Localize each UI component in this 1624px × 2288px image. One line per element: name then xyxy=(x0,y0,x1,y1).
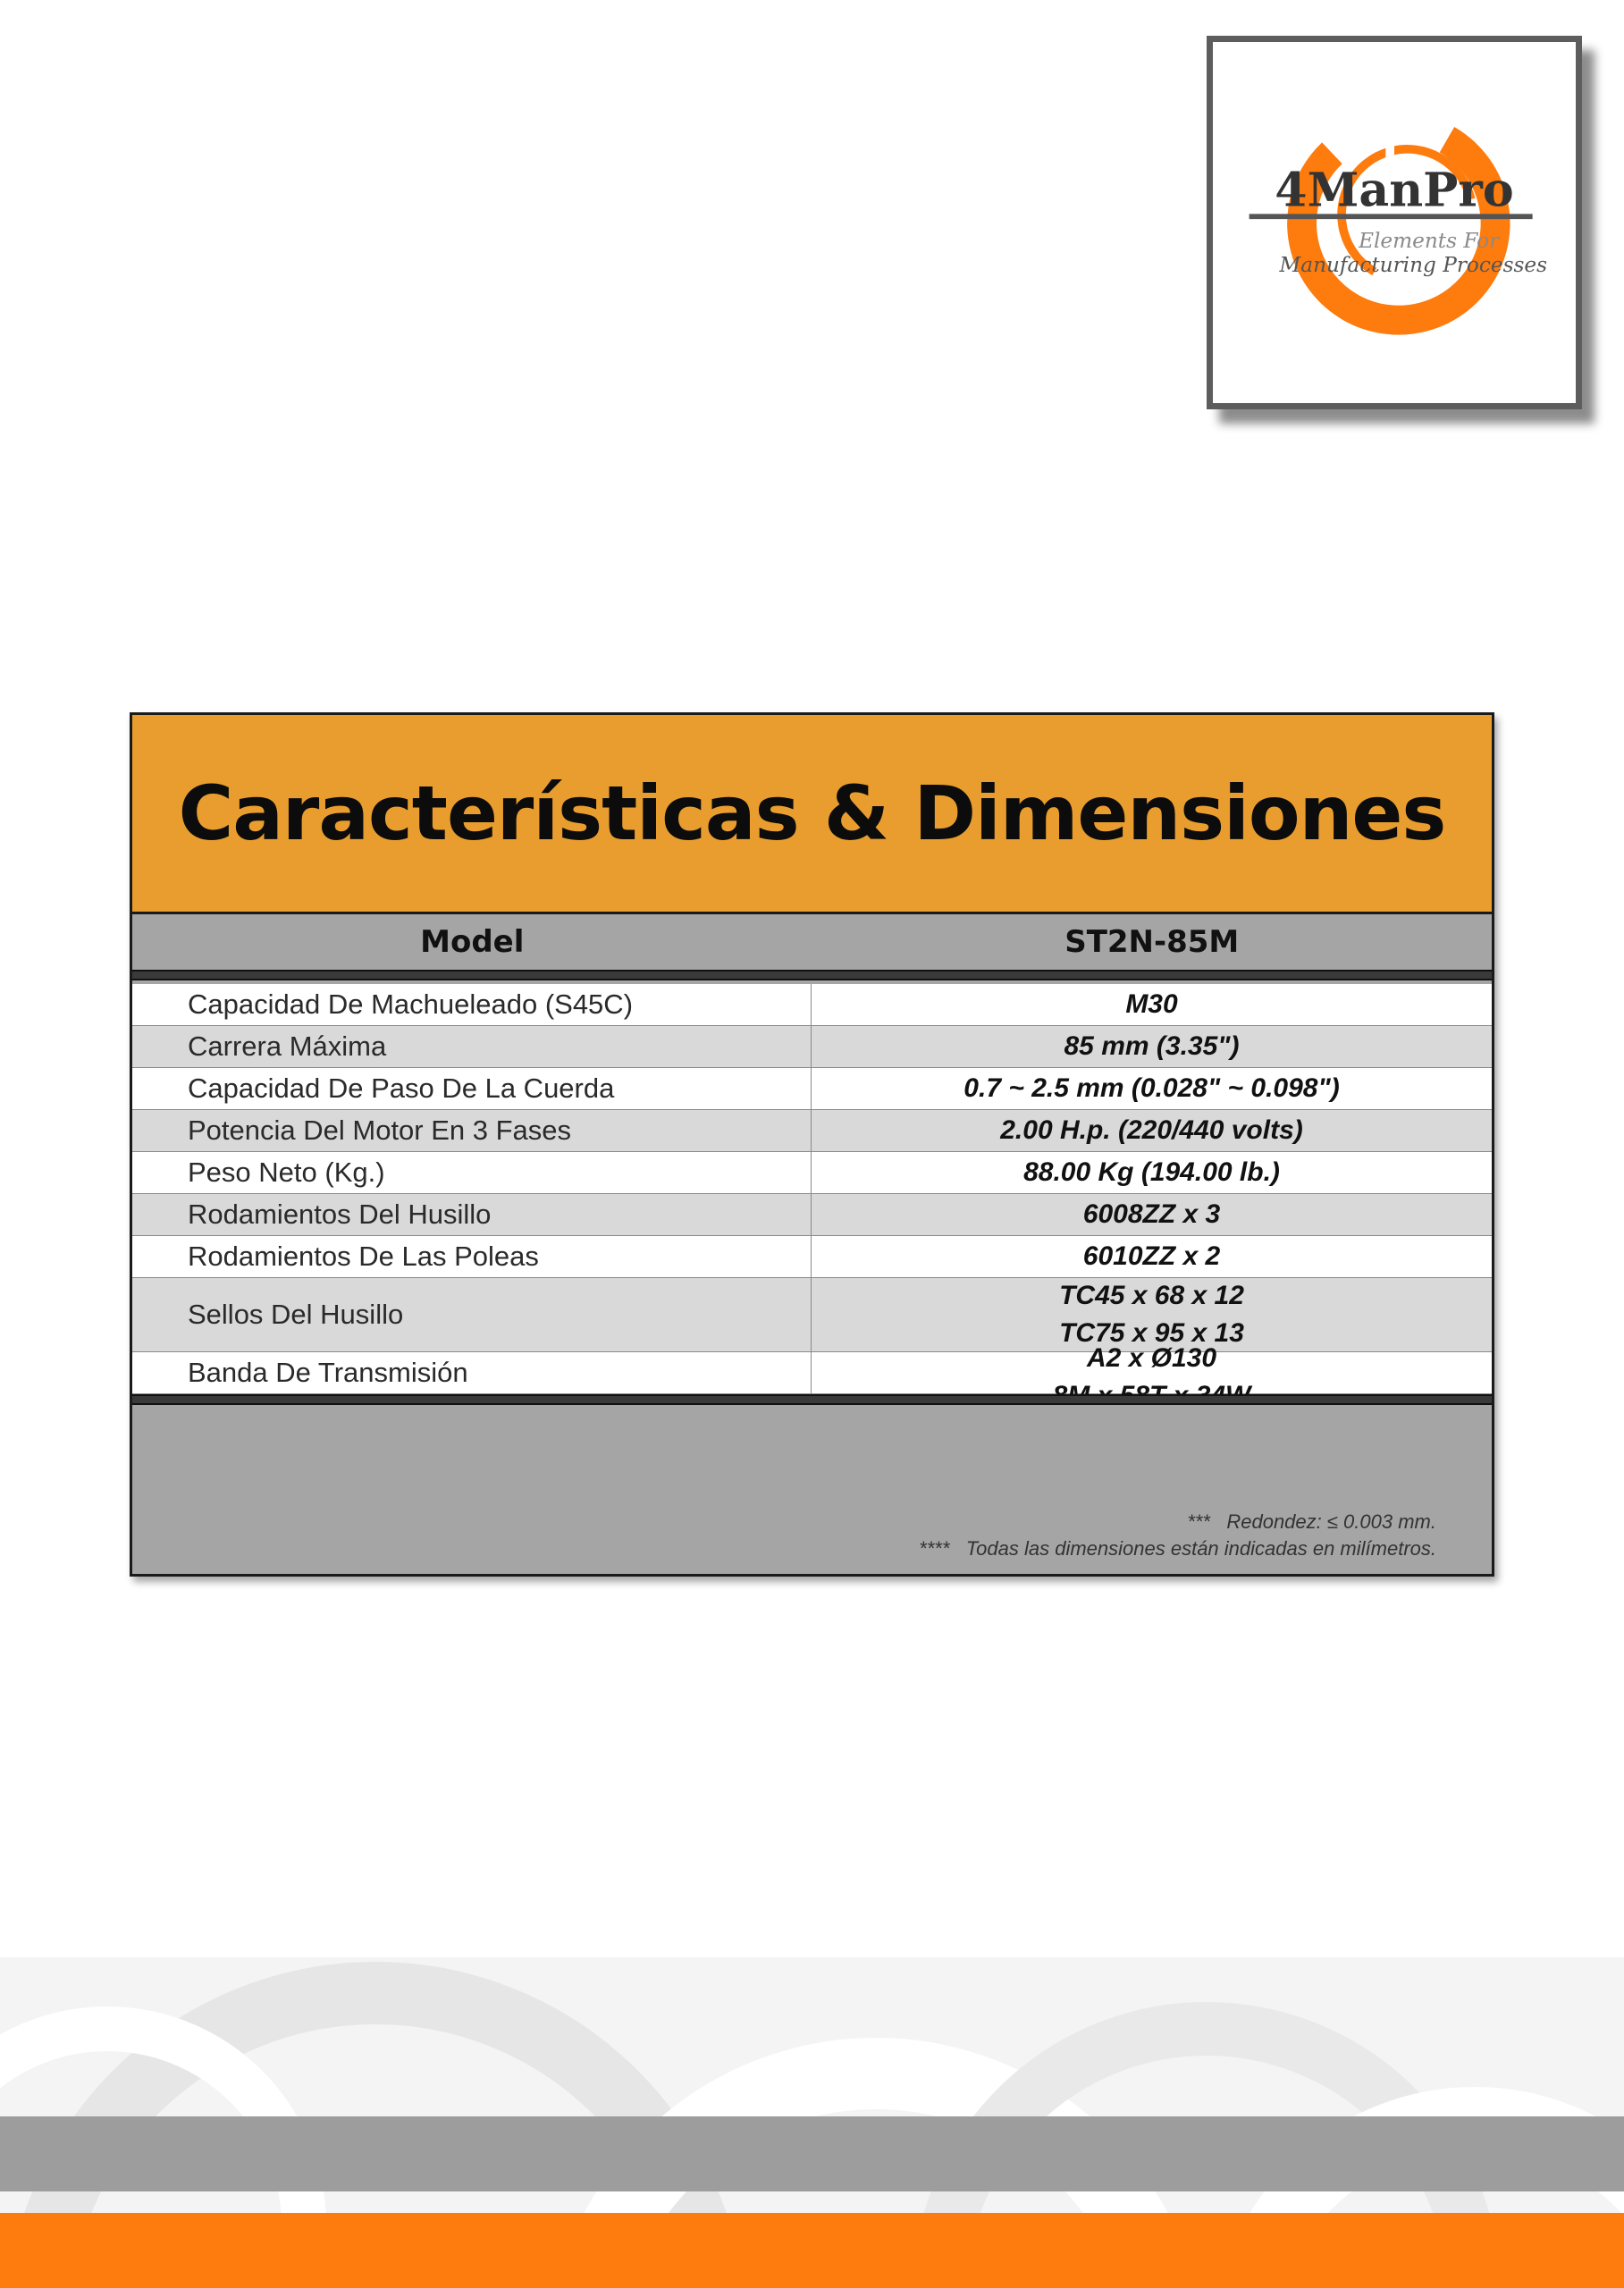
divider-bottom xyxy=(132,1394,1492,1405)
table-row xyxy=(132,984,1492,1026)
spec-title: Características & Dimensiones xyxy=(178,770,1446,857)
footer-gray-band xyxy=(0,2116,1624,2191)
row-label: Carrera Máxima xyxy=(132,1026,812,1067)
spec-header xyxy=(132,715,1492,914)
logo-tagline-1: Elements For xyxy=(1359,229,1500,254)
logo-icon xyxy=(1213,42,1576,403)
note-roundness: *** Redondez: ≤ 0.003 mm. xyxy=(1187,1510,1436,1533)
logo-tagline-2: Manufacturing Processes xyxy=(1279,253,1548,278)
table-row xyxy=(132,1026,1492,1068)
table-row xyxy=(132,1343,1492,1394)
model-label: Model xyxy=(420,924,525,960)
row-label: Rodamientos Del Husillo xyxy=(132,1194,812,1235)
row-label: Capacidad De Paso De La Cuerda xyxy=(132,1068,812,1109)
logo-brand: 4ManPro xyxy=(1275,163,1514,218)
row-value: 85 mm (3.35") xyxy=(1064,1031,1240,1061)
row-label: Capacidad De Machueleado (S45C) xyxy=(132,984,812,1025)
divider-top xyxy=(132,970,1492,980)
row-value: TC45 x 68 x 12 TC75 x 95 x 13 xyxy=(1059,1281,1244,1348)
row-value: 88.00 Kg (194.00 lb.) xyxy=(1023,1157,1280,1187)
footer-orange-band xyxy=(0,2213,1624,2288)
table-row xyxy=(132,1152,1492,1194)
logo-box xyxy=(1207,36,1582,409)
row-label: Sellos Del Husillo xyxy=(132,1278,812,1351)
spec-rows xyxy=(132,984,1492,1388)
spec-table xyxy=(130,712,1494,1577)
row-value: 0.7 ~ 2.5 mm (0.028" ~ 0.098") xyxy=(963,1073,1340,1103)
model-row xyxy=(132,914,1492,970)
table-row xyxy=(132,1236,1492,1278)
row-value: M30 xyxy=(1125,989,1178,1019)
row-label: Rodamientos De Las Poleas xyxy=(132,1236,812,1277)
row-value: 6008ZZ x 3 xyxy=(1082,1199,1221,1229)
row-value: 6010ZZ x 2 xyxy=(1082,1241,1221,1271)
note-dimensions: **** Todas las dimensiones están indicadas en milímetros. xyxy=(919,1537,1436,1560)
row-label: Potencia Del Motor En 3 Fases xyxy=(132,1110,812,1151)
row-label: Peso Neto (Kg.) xyxy=(132,1152,812,1193)
row-label: Banda De Transmisión xyxy=(132,1352,812,1393)
table-row xyxy=(132,1194,1492,1236)
row-value: 2.00 H.p. (220/440 volts) xyxy=(1000,1115,1303,1145)
table-row xyxy=(132,1110,1492,1152)
model-value: ST2N-85M xyxy=(1064,924,1240,960)
table-row xyxy=(132,1068,1492,1110)
row-value: A2 x Ø130 xyxy=(1086,1343,1217,1373)
